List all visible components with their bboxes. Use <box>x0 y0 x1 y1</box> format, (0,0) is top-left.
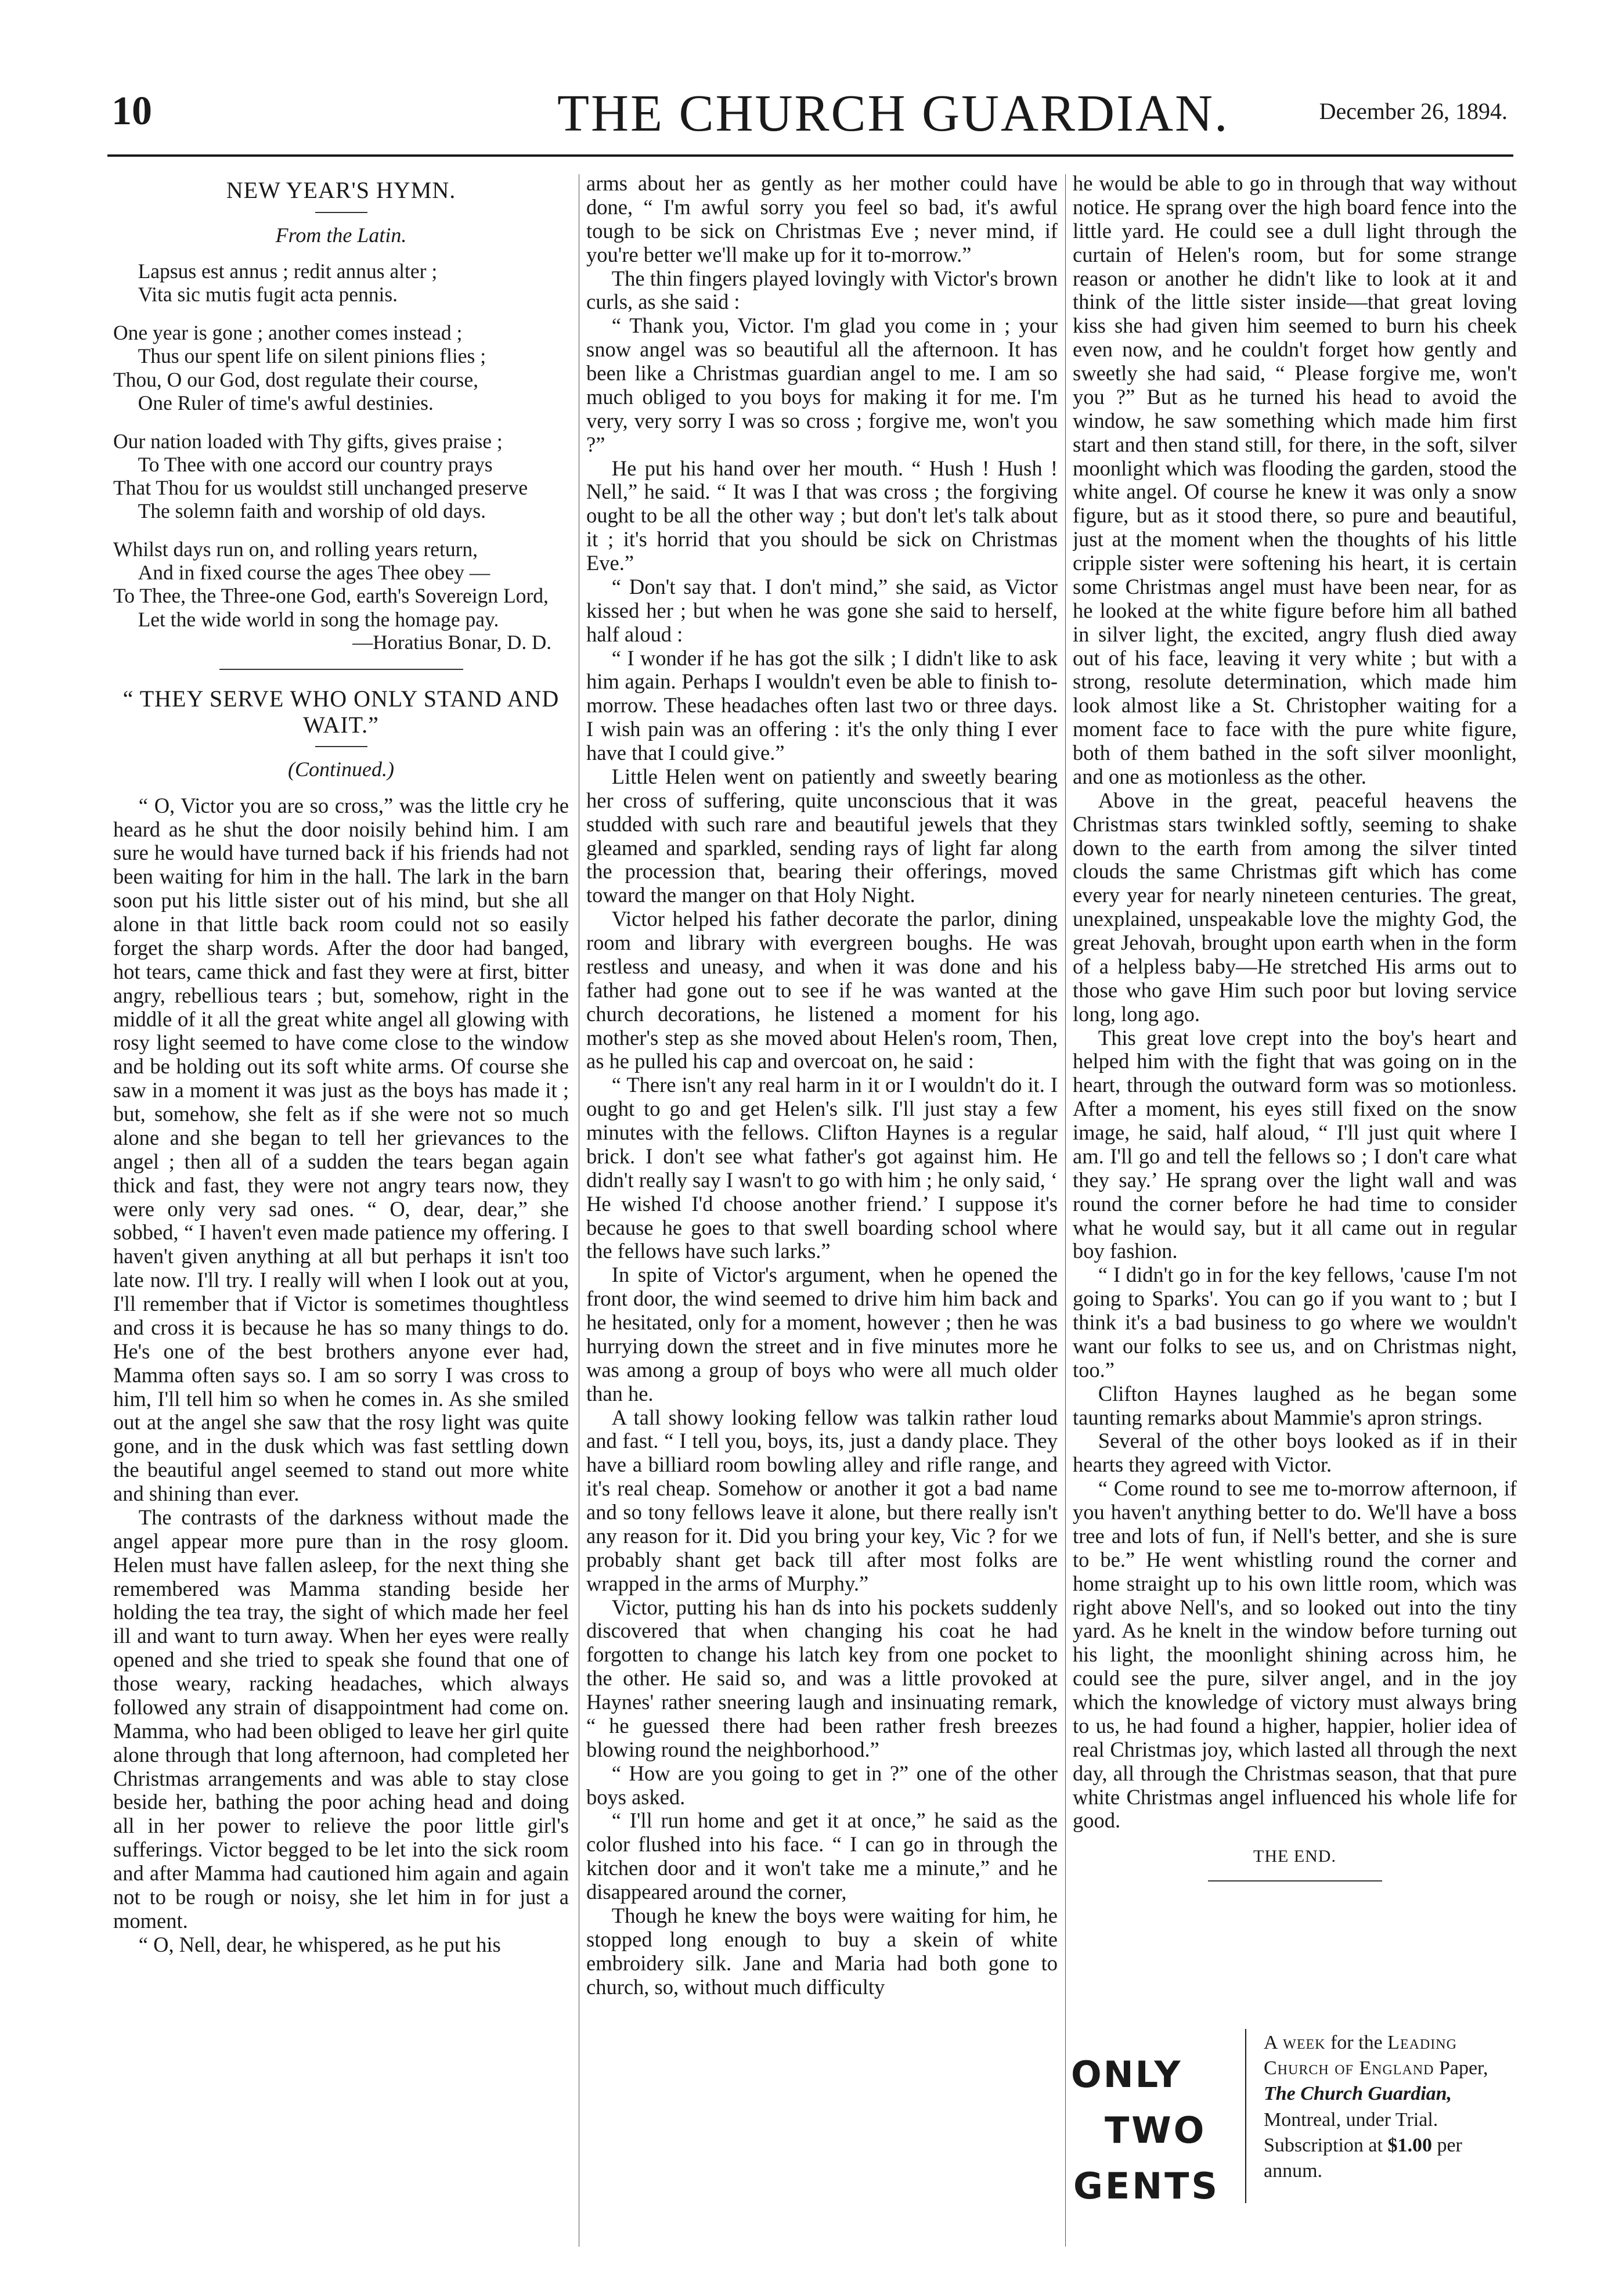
hymn-line: One Ruler of time's awful destinies. <box>138 391 434 414</box>
story-paragraph: This great love crept into the boy's heart and helped him with the fight that was going on in the heart, through the outward form was so motionless. After a moment, his eyes still fixed on the snow image, he said, half aloud, “ I'll just quit where I am. I'll go and tell the fellows so ; I don't care what they say.’ He sprang over the light wall and was round the corner before he had time to consider what he would say, but it all came out in regular boy fashion. <box>1073 1025 1517 1263</box>
story-paragraph: Though he knew the boys were waiting for him, he stopped long enough to buy a skein of white embroidery silk. Jane and Maria had both gone to church, so, without much difficulty <box>586 1903 1058 1999</box>
column-1 <box>113 172 569 2250</box>
subscription-advert <box>1071 2017 1512 2209</box>
hymn-line: Our nation loaded with Thy gifts, gives praise ; <box>113 429 503 453</box>
story-paragraph: “ Come round to see me to-morrow afternoon, if you haven't anything better to do. We'll have a boss tree and lots of fun, if Nell's better, and she is sure to be.” He went whistling round the corner and home straight up to his own little room, which was right above Nell's, and so looked out into the tiny yard. As he knelt in the window before turning out his light, the moonlight shining across him, he could see the pure, silver angel, and in the joy which the knowledge of victory must always bring to us, he had found a higher, happier, holier idea of real Christmas joy, which lasted all through the next day, all through the Christmas season, that that pure white Christmas angel influenced his whole life for good. <box>1073 1476 1517 1833</box>
hymn-stanza <box>113 321 569 414</box>
hymn-line: The solemn faith and worship of old days. <box>138 499 486 523</box>
advert-word-two: TWO <box>1105 2109 1207 2151</box>
hymn-line: To Thee with one accord our country prays <box>138 452 493 476</box>
issue-date: December 26, 1894. <box>1319 98 1508 124</box>
story-paragraph: “ I'll run home and get it at once,” he said as the color flushed into his face. “ I can go in through the kitchen door and it won't take me a minute,” and he disappeared around the corner, <box>586 1808 1058 1904</box>
story-paragraph: The contrasts of the darkness without made the angel appear more pure than in the rosy gloom. Helen must have fallen asleep, for the next thing she remembered was Mamma standing beside her holding the tea tray, the sight of which made her feel ill and want to turn away. When her eyes were really opened and she tried to speak she found that one of those weary, racking headaches, which always followed any strain of disappointment had come on. Mamma, who had been obliged to leave her girl quite alone through that long afternoon, had completed her Christmas arrangements and was able to stay close beside her, bathing the poor aching head and doing all in her power to relieve the poor little girl's sufferings. Victor begged to be let into the sick room and after Mamma had cautioned him again and again not to be rough or noisy, she let him in for just a moment. <box>113 1505 569 1933</box>
story-paragraph: “ How are you going to get in ?” one of the other boys asked. <box>586 1761 1058 1809</box>
hymn-source: From the Latin. <box>275 223 407 247</box>
story-paragraph: Victor, putting his han ds into his pockets suddenly discovered that when changing his coat he had forgotten to change his latch key from one pocket to the other. He said so, and was a little provoked at Haynes' rather sneering laugh and insinuating remark, “ he guessed there had been rather fresh breezes blowing round the neighborhood.” <box>586 1595 1058 1761</box>
advert-text: A week <box>1264 2032 1326 2053</box>
story-continued: (Continued.) <box>288 758 394 781</box>
story-paragraph: “ There isn't any real harm in it or I wouldn't do it. I ought to go and get Helen's silk. I'll just stay a few minutes with the fellows. Clifton Haynes is a regular brick. I don't see what father's got against him. He didn't really say I wasn't to go with him ; he only said, ‘ He wished I'd choose another friend.’ I suppose it's because he goes to that swell boarding school where the fellows have such larks.” <box>586 1073 1058 1263</box>
story-paragraph: Little Helen went on patiently and sweetly bearing her cross of suffering, quite unconscious that it was studded with such rare and beautiful jewels that they gleamed and sparkled, sending rays of light far along the procession that, bearing their offerings, moved toward the manger on that Holy Night. <box>586 764 1058 907</box>
hymn-line: To Thee, the Three-one God, earth's Sovereign Lord, <box>113 584 549 608</box>
advert-text: Paper, <box>1438 2057 1488 2079</box>
hymn-line: Thou, O our God, dost regulate their course, <box>113 367 478 391</box>
story-paragraph: In spite of Victor's argument, when he opened the front door, the wind seemed to drive him him back and he hesitated, only for a moment, however ; then he was hurrying down the street and in five minutes more he was among a group of boys who were all much older than he. <box>586 1263 1058 1405</box>
advert-text: for the <box>1330 2032 1383 2053</box>
advert-copy <box>1264 2030 1512 2184</box>
advert-price: $1.00 <box>1387 2134 1432 2156</box>
advert-word-gents: GENTS <box>1073 2165 1220 2207</box>
story-paragraph: “ I wonder if he has got the silk ; I didn't like to ask him again. Perhaps I wouldn't even be able to finish to-morrow. These headaches often last two or three days. I wish pain was an offering : it's the only thing I ever have that I could give.” <box>586 646 1058 765</box>
hymn-line: And in fixed course the ages Thee obey — <box>138 561 491 585</box>
story-paragraph: arms about her as gently as her mother could have done, “ I'm awful sorry you feel so bad, it's awful tough to be sick on Christmas Eve ; never mind, if you're better we'll make up for it to-morrow.” <box>586 172 1058 266</box>
hymn-stanza <box>113 259 569 306</box>
page-number: 10 <box>111 89 152 134</box>
hymn-line: That Thou for us wouldst still unchanged preserve <box>113 475 528 499</box>
story-paragraph: “ O, Victor you are so cross,” was the little cry he heard as he shut the door noisily behind him. I am sure he would have turned back if his friends had not been waiting for him in the hall. The lark in the barn soon put his little sister out of his mind, but she all alone in that little back room could not so easily forget the sharp words. After the door had banged, hot tears, came thick and fast they were at first, bitter angry, rebellious tears ; but, somehow, right in the middle of it all the great white angel all glowing with rosy light seemed to have come close to the window and be holding out its soft white arms. Of course she saw in a moment it was just as the boys has made it ; but, somehow, she felt as if she were not so much alone and she began to tell her grievances to the angel ; then all of a sudden the tears began again thick and fast, they were not angry tears now, they were only very sad ones. “ O, dear, dear,” she sobbed, “ I haven't even made patience my offering. I haven't given anything at all but perhaps it isn't too late now. I'll try. I really will when I look out at you, I'll remember that if Victor is sometimes thoughtless and cross it is because he has so many things to do. He's one of the best brothers anyone ever had, Mamma often says so. I am so sorry I was cross to him, I'll tell him so when he comes in. As she smiled out at the angel she saw that the rosy light was quite gone, and in the dusk which was fast settling down the beautiful angel seemed to stand out more white and shining than ever. <box>113 793 569 1506</box>
advert-text: Montreal, under Trial. Subscription at <box>1264 2108 1438 2156</box>
column-3 <box>1073 172 1517 2250</box>
story-paragraph: “ Don't say that. I don't mind,” she said, as Victor kissed her ; but when he was gone she said to herself, half aloud : <box>586 574 1058 646</box>
story-paragraph: He put his hand over her mouth. “ Hush ! Hush ! Nell,” he said. “ It was I that was cross ; the forgiving ought to be all the other way ; but don't let's talk about it ; it's horrid that you should be sick on Christmas Eve.” <box>586 456 1058 575</box>
hymn-line: Whilst days run on, and rolling years return, <box>113 538 478 561</box>
story-paragraph: Above in the great, peaceful heavens the Christmas stars twinkled softly, seeming to shake down to the earth from among the silver tinted clouds the same Christmas gift which has come every year for nearly nineteen centuries. The great, unexplained, unspeakable love the mighty God, the great Jehovah, brought upon earth when in the form of a helpless baby—He stretched His arms out to those who gave Him such poor but loving service long, long ago. <box>1073 788 1517 1026</box>
story-paragraph: The thin fingers played lovingly with Victor's brown curls, as she said : <box>586 266 1058 314</box>
hymn-line: Lapsus est annus ; redit annus alter ; <box>138 259 438 283</box>
hymn-title: NEW YEAR'S HYMN. <box>226 177 456 203</box>
hymn-stanza <box>113 430 569 522</box>
column-divider <box>1065 174 1066 2247</box>
masthead <box>0 0 1612 168</box>
newspaper-title: THE CHURCH GUARDIAN. <box>557 85 1229 142</box>
hymn-line: Vita sic mutis fugit acta pennis. <box>138 283 398 307</box>
masthead-rule <box>107 154 1513 157</box>
story-paragraph: Victor helped his father decorate the parlor, dining room and library with evergreen boughs. He was restless and uneasy, and when it was done and his father had gone out to see if he was wanted at the church decorations, he listened a moment for his mother's step as she moved about Helen's room, Then, as he pulled his cap and overcoat on, he said : <box>586 907 1058 1073</box>
hymn-stanza <box>113 538 569 654</box>
story-paragraph: “ O, Nell, dear, he whispered, as he put his <box>138 1932 501 1956</box>
end-mark: THE END. <box>1253 1847 1336 1866</box>
advert-brace <box>1245 2029 1259 2203</box>
advert-text: per annum. <box>1264 2134 1462 2182</box>
story-paragraph: “ I didn't go in for the key fellows, 'cause I'm not going to Sparks'. You can go if you want to ; but I think it's a bad business to go where we wouldn't want our folks to see us, and on Christmas night, too.” <box>1073 1263 1517 1382</box>
story-paragraph: he would be able to go in through that way without notice. He sprang over the high board fence into the little yard. He could see a dull light through the curtain of Helen's room, but for some strange reason or another he didn't like to look at it and think of the little sister inside—that great loving kiss she had given him seemed to burn his cheek even now, and he couldn't forget how gently and sweetly she had said, “ Please forgive me, won't you ?” But as he turned his head to avoid the window, he saw something which made him first start and then stand still, for there, in the soft, silver moonlight which was flooding the garden, stood the white angel. Of course he knew it was only a snow figure, but as it stood there, so pure and beautiful, just at the moment when the thoughts of his little cripple sister were softening his heart, it is certain some Christmas angel must have been near, for as he looked at the white figure before him all bathed in silver light, the excited, angry flush died away out of his face, leaving it very white ; but with a strong, resolute determination, which made him look almost like a St. Christopher waiting for a moment face to face with the pure white figure, both of them bathed in the soft silver moonlight, and one as motionless as the other. <box>1073 172 1517 788</box>
advert-text: Leading Church of England <box>1264 2032 1457 2079</box>
hymn-line: One year is gone ; another comes instead ; <box>113 321 463 345</box>
heading-rule <box>315 746 367 747</box>
story-paragraph: A tall showy looking fellow was talkin rather loud and fast. “ I tell you, boys, its, just a dandy place. They have a billiard room bowling alley and rifle range, and it's real cheap. Somehow or another it got a bad name and so tony fellows leave it alone, but there really isn't any reason for it. Did you bring your key, Vic ? for we probably shant get back till after most folks are wrapped in the arms of Murphy.” <box>586 1405 1058 1595</box>
advert-paper-name: The Church Guardian, <box>1264 2083 1452 2105</box>
heading-rule <box>315 212 367 213</box>
story-paragraph: Clifton Haynes laughed as he began some taunting remarks about Mammie's apron strings. <box>1073 1381 1517 1429</box>
section-rule <box>1208 1880 1382 1882</box>
column-2 <box>586 172 1058 2250</box>
advert-word-only: ONLY <box>1071 2053 1182 2096</box>
hymn-line: Thus our spent life on silent pinions flies ; <box>138 344 486 368</box>
hymn-attribution: —Horatius Bonar, D. D. <box>352 630 551 654</box>
section-rule <box>219 669 463 670</box>
hymn-line: Let the wide world in song the homage pay. <box>138 607 499 631</box>
story-title: “ THEY SERVE WHO ONLY STAND AND WAIT.” <box>122 685 560 738</box>
story-paragraph: “ Thank you, Victor. I'm glad you come in ; your snow angel was so beautiful all the afternoon. It has been like a Christmas guardian angel to me. I am so much obliged to you boys for making it for me. I'm very, very sorry I was so cross ; forgive me, won't you ?” <box>586 313 1058 456</box>
story-paragraph: Several of the other boys looked as if in their hearts they agreed with Victor. <box>1073 1429 1517 1477</box>
